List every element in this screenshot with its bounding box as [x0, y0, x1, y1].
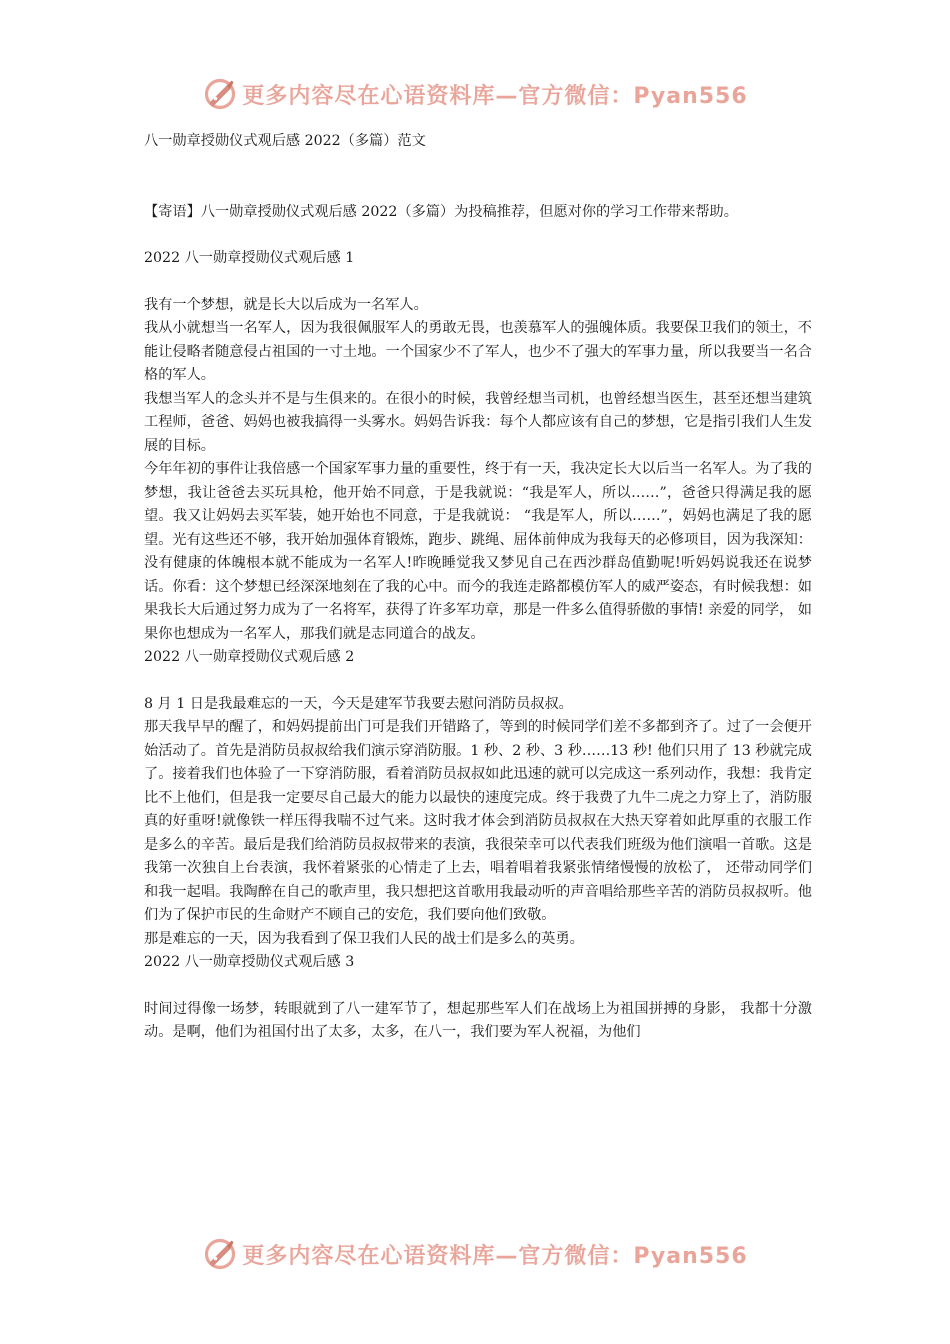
paragraph: 那是难忘的一天，因为我看到了保卫我们人民的战士们是多么的英勇。: [144, 930, 584, 947]
foreword-paragraph: 【寄语】八一勋章授勋仪式观后感 2022（多篇）为投稿推荐，但愿对你的学习工作带来帮助。: [144, 203, 738, 220]
paragraph: 我想当军人的念头并不是与生俱来的。在很小的时候，我曾经想当司机，也曾经想当医生，甚至还想当建筑工程师，爸爸、妈妈也被我搞得一头雾水。妈妈告诉我：每个人都应该有自己的梦想，它是指引我们人生发展的目标。: [144, 390, 812, 454]
section-1-title: 2022 八一勋章授勋仪式观后感 1: [144, 250, 355, 266]
paragraph: 时间过得像一场梦，转眼就到了八一建军节了，想起那些军人们在战场上为祖国拼搏的身影， 我都十分激动。是啊，他们为祖国付出了太多，太多，在八一，我们要为军人祝福，为他们: [144, 1000, 812, 1040]
section-3-title: 2022 八一勋章授勋仪式观后感 3: [144, 954, 355, 970]
paragraph: 今年年初的事件让我倍感一个国家军事力量的重要性，终于有一天，我决定长大以后当一名军人。为了我的梦想，我让爸爸去买玩具枪，他开始不同意，于是我就说：“我是军人，所以……”，爸爸只得满足我的愿望。我又让妈妈去买军装，她开始也不同意，于是我就说： “我是军人，所以……”，妈妈也满足了我的愿望。光有这些还不够，我开始加强体育锻炼，跑步、跳绳、屈体前伸成为我每天的必修项目，因为我深知：没有健康的体魄根本就不能成为一名军人!昨晚睡觉我又梦见自己在西沙群岛值勤呢!听妈妈说我还在说梦话。你看：这个梦想已经深深地刻在了我的心中。而今的我连走路都模仿军人的威严姿态，有时候我想：如果我长大后通过努力成为了一名将军，获得了许多军功章，那是一件多么值得骄傲的事情! 亲爱的同学， 如果你也想成为一名军人，那我们就是志同道合的战友。: [144, 461, 812, 642]
watermark-text: 更多内容尽在心语资料库—官方微信：Pyan556: [242, 1243, 748, 1269]
footer-watermark-banner: [0, 1232, 950, 1276]
paragraph: 那天我早早的醒了，和妈妈提前出门可是我们开错路了，等到的时候同学们差不多都到齐了。过了一会便开始活动了。首先是消防员叔叔给我们演示穿消防服。1 秒、2 秒、3 秒……13 秒! 他们只用了 13 秒就完成了。接着我们也体验了一下穿消防服，看着消防员叔叔如此迅速的就可以完成这一系列动作，我想：我肯定比不上他们，但是我一定要尽自己最大的能力以最快的速度完成。终于我费了九牛二虎之力穿上了，消防服真的好重呀!就像铁一样压得我喘不过气来。这时我才体会到消防员叔叔在大热天穿着如此厚重的衣服工作是多么的辛苦。最后是我们给消防员叔叔带来的表演，我很荣幸可以代表我们班级为他们演唱一首歌。这是我第一次独自上台表演，我怀着紧张的心情走了上去，唱着唱着我紧张情绪慢慢的放松了， 还带动同学们和我一起唱。我陶醉在自己的歌声里，我只想把这首歌用我最动听的声音唱给那些辛苦的消防员叔叔听。他们为了保护市民的生命财产不顾自己的安危，我们要向他们致敬。: [144, 719, 812, 923]
watermark-text: 更多内容尽在心语资料库—官方微信：Pyan556: [242, 83, 748, 109]
paragraph: 我有一个梦想，就是长大以后成为一名军人。: [144, 296, 428, 313]
pen-nib-logo-icon: [202, 76, 238, 112]
paragraph: 8 月 1 日是我最难忘的一天，今天是建军节我要去慰问消防员叔叔。: [144, 695, 573, 712]
section-2-title: 2022 八一勋章授勋仪式观后感 2: [144, 649, 355, 665]
header-watermark-banner: [0, 72, 950, 116]
document-title: 八一勋章授勋仪式观后感 2022（多篇）范文: [144, 133, 426, 149]
paragraph: 我从小就想当一名军人，因为我很佩服军人的勇敢无畏，也羡慕军人的强魄体质。我要保卫我们的领土，不能让侵略者随意侵占祖国的一寸土地。一个国家少不了军人，也少不了强大的军事力量，所以我要当一名合格的军人。: [144, 320, 812, 383]
pen-nib-logo-icon: [202, 1236, 238, 1272]
document-body: [144, 130, 812, 1045]
